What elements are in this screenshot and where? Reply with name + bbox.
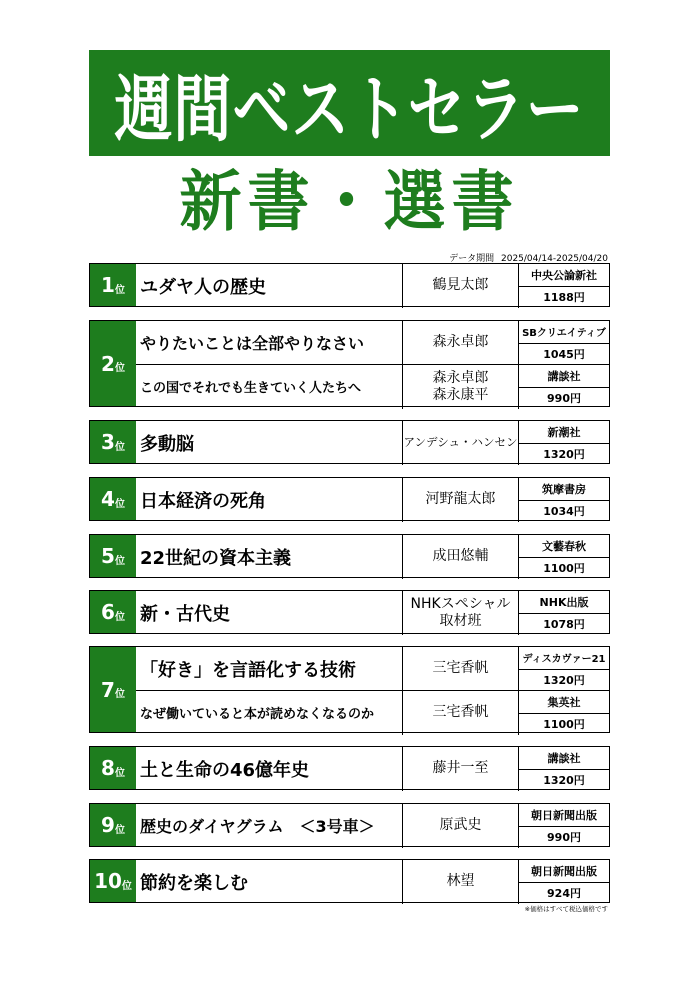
- author-name: 鶴見太郎: [432, 277, 489, 293]
- rank-badge: [90, 421, 136, 463]
- rank-suffix: 位: [114, 555, 125, 567]
- rank-block: [89, 590, 610, 634]
- book-author: [402, 420, 519, 465]
- author-name: 林望: [446, 873, 475, 889]
- author-name: 森永卓郎: [432, 334, 489, 350]
- book-author: [402, 364, 519, 409]
- book-row: [136, 535, 609, 578]
- book-publisher: 新潮社: [547, 425, 581, 439]
- rank-block: [89, 320, 610, 407]
- author-name: 三宅香帆: [432, 660, 489, 676]
- book-price: 1100円: [519, 557, 609, 579]
- book-title: なぜ働いていると本が読めなくなるのか: [140, 707, 375, 722]
- book-author: [402, 320, 519, 365]
- book-title: 日本経済の死角: [140, 490, 266, 512]
- book-price: 990円: [519, 826, 609, 848]
- rank-block: [89, 859, 610, 903]
- author-name: 原武史: [439, 817, 482, 833]
- rank-number: 3: [101, 430, 115, 454]
- author-name: 河野龍太郎: [425, 491, 496, 507]
- book-title: 土と生命の46億年史: [140, 759, 310, 781]
- period-label: データ期間: [449, 254, 495, 264]
- price-note: ※価格はすべて税込価格です: [524, 905, 608, 913]
- rank-badge: [90, 591, 136, 633]
- book-title: 節約を楽しむ: [140, 872, 248, 894]
- rank-block: [89, 746, 610, 790]
- book-price: 1034円: [519, 500, 609, 522]
- book-row: [136, 478, 609, 521]
- book-price: 1320円: [519, 443, 609, 465]
- book-price: 1320円: [519, 669, 609, 691]
- book-author: [402, 646, 519, 691]
- book-title: 新・古代史: [140, 603, 230, 625]
- book-row: [136, 591, 609, 634]
- book-title: 22世紀の資本主義: [140, 547, 292, 569]
- rank-badge: [90, 321, 136, 406]
- book-price: 1188円: [519, 286, 609, 308]
- rank-badge: [90, 535, 136, 577]
- book-price: 990円: [519, 387, 609, 409]
- author-name: 森永卓郎: [432, 369, 489, 386]
- author-name: NHKスペシャル: [410, 595, 511, 612]
- book-row: [136, 421, 609, 464]
- book-price: 1100円: [519, 713, 609, 735]
- author-name: 取材班: [439, 612, 482, 629]
- rank-suffix: 位: [114, 611, 125, 623]
- author-name: 藤井一至: [432, 760, 489, 776]
- rank-badge: [90, 478, 136, 520]
- book-row: [136, 860, 609, 903]
- rank-badge: [90, 860, 136, 902]
- rank-number: 7: [101, 677, 115, 702]
- book-author: [402, 263, 519, 308]
- rank-number: 10: [94, 869, 122, 893]
- book-price: 1078円: [519, 613, 609, 635]
- book-row: [136, 264, 609, 307]
- rank-number: 2: [101, 351, 115, 376]
- book-title: この国でそれでも生きていく人たちへ: [140, 381, 362, 396]
- book-publisher: ディスカヴァー21: [522, 654, 606, 666]
- rank-number: 4: [101, 487, 115, 511]
- author-name: 森永康平: [432, 386, 489, 403]
- book-publisher: 朝日新聞出版: [531, 808, 597, 822]
- rank-suffix: 位: [114, 441, 125, 453]
- book-title: やりたいことは全部やりなさい: [140, 334, 365, 353]
- page-title: 週間ベストセラー: [114, 66, 585, 152]
- book-row: [136, 647, 609, 690]
- book-title: 多動脳: [140, 433, 194, 455]
- book-author: [402, 690, 519, 735]
- book-publisher: SBクリエイティブ: [522, 328, 606, 340]
- book-price: 924円: [519, 882, 609, 904]
- book-row: [136, 747, 609, 790]
- book-publisher: 講談社: [547, 369, 581, 383]
- author-name: 三宅香帆: [432, 704, 489, 720]
- author-name: アンデシュ・ハンセン: [403, 435, 518, 449]
- book-publisher: 講談社: [547, 751, 581, 765]
- author-name: 成田悠輔: [432, 548, 489, 564]
- book-author: [402, 590, 519, 635]
- rank-suffix: 位: [121, 880, 132, 892]
- rank-badge: [90, 647, 136, 732]
- book-title: 歴史のダイヤグラム ＜3号車＞: [140, 817, 375, 836]
- book-author: [402, 534, 519, 579]
- book-title: ユダヤ人の歴史: [140, 276, 266, 298]
- title-banner: [89, 50, 610, 156]
- rank-block: [89, 534, 610, 578]
- rank-block: [89, 263, 610, 307]
- book-author: [402, 859, 519, 904]
- rank-badge: [90, 747, 136, 789]
- rank-badge: [90, 804, 136, 846]
- rank-suffix: 位: [114, 824, 125, 836]
- book-publisher: 文藝春秋: [542, 539, 586, 553]
- book-author: [402, 477, 519, 522]
- page-subtitle: 新書・選書: [179, 163, 520, 240]
- book-price: 1320円: [519, 769, 609, 791]
- book-row: [136, 804, 609, 847]
- rank-block: [89, 420, 610, 464]
- rank-number: 8: [101, 756, 115, 780]
- book-price: 1045円: [519, 343, 609, 365]
- book-row: [136, 321, 609, 364]
- rank-suffix: 位: [114, 498, 125, 510]
- rank-number: 1: [101, 273, 115, 297]
- book-row: [136, 690, 609, 734]
- book-publisher: 朝日新聞出版: [531, 864, 597, 878]
- book-publisher: 筑摩書房: [542, 482, 586, 496]
- rank-number: 9: [101, 813, 115, 837]
- book-row: [136, 364, 609, 408]
- period-value: 2025/04/14-2025/04/20: [501, 254, 608, 264]
- rank-suffix: 位: [114, 689, 125, 700]
- rank-number: 5: [101, 544, 115, 568]
- book-title: 「好き」を言語化する技術: [140, 659, 356, 681]
- book-publisher: 中央公論新社: [531, 268, 597, 282]
- book-author: [402, 803, 519, 848]
- book-publisher: 集英社: [547, 695, 581, 709]
- book-author: [402, 746, 519, 791]
- rank-block: [89, 803, 610, 847]
- rank-badge: [90, 264, 136, 306]
- rank-block: [89, 477, 610, 521]
- book-publisher: NHK出版: [539, 595, 589, 609]
- rank-block: [89, 646, 610, 733]
- rank-suffix: 位: [114, 363, 125, 374]
- rank-suffix: 位: [114, 767, 125, 779]
- rank-suffix: 位: [114, 284, 125, 296]
- rank-number: 6: [101, 600, 115, 624]
